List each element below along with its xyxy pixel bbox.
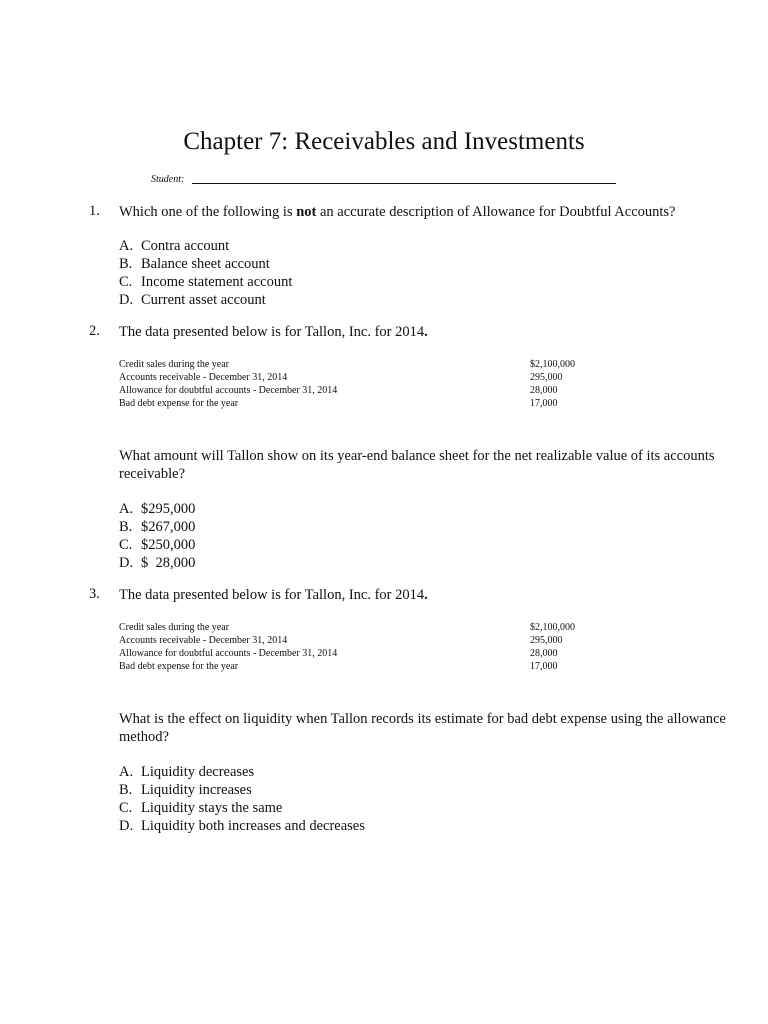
data-value: 295,000	[530, 372, 563, 383]
answer-option-b[interactable]	[119, 518, 195, 536]
option-text: Liquidity increases	[141, 782, 252, 798]
question-prompt: What amount will Tallon show on its year-end balance sheet for the net realizable value of its accounts receivable?	[119, 448, 715, 482]
option-letter: B.	[119, 782, 133, 798]
question-prompt: What is the effect on liquidity when Tallon records its estimate for bad debt expense using the allowance method?	[119, 711, 726, 745]
data-value: $2,100,000	[530, 622, 575, 633]
answer-option-c[interactable]	[119, 273, 292, 291]
option-text: $267,000	[141, 519, 196, 535]
option-letter: C.	[119, 274, 133, 290]
question-intro-period: .	[424, 324, 428, 340]
data-table	[119, 358, 589, 410]
option-text: $250,000	[141, 537, 196, 553]
option-text: Current asset account	[141, 292, 266, 308]
data-label: Bad debt expense for the year	[119, 661, 239, 672]
data-value: 28,000	[530, 648, 558, 659]
answer-option-d[interactable]	[119, 554, 195, 572]
data-value: 17,000	[530, 661, 558, 672]
data-row	[119, 371, 589, 384]
option-text: Liquidity decreases	[141, 764, 255, 780]
question-number: 1.	[89, 203, 100, 219]
option-text: Contra account	[141, 238, 230, 254]
data-label: Credit sales during the year	[119, 622, 229, 633]
question-intro-period: .	[424, 587, 428, 603]
data-row	[119, 634, 589, 647]
question-intro	[119, 586, 759, 604]
data-value: 17,000	[530, 398, 558, 409]
answer-option-a[interactable]	[119, 237, 292, 255]
option-text: Liquidity both increases and decreases	[141, 818, 365, 834]
option-text: Balance sheet account	[141, 256, 270, 272]
option-letter: A.	[119, 501, 134, 517]
question-text-emphasis: not	[296, 204, 317, 220]
option-letter: A.	[119, 764, 134, 780]
student-label: Student:	[151, 174, 185, 185]
option-text: Income statement account	[141, 274, 293, 290]
answer-option-a[interactable]	[119, 500, 195, 518]
question-number: 3.	[89, 586, 100, 602]
option-letter: C.	[119, 537, 133, 553]
answer-options	[119, 763, 365, 835]
option-letter: C.	[119, 800, 133, 816]
answer-options	[119, 500, 195, 572]
option-letter: D.	[119, 292, 134, 308]
data-label: Allowance for doubtful accounts - December 31, 2014	[119, 385, 338, 396]
answer-option-d[interactable]	[119, 817, 365, 835]
data-row	[119, 660, 589, 673]
data-label: Allowance for doubtful accounts - December 31, 2014	[119, 648, 338, 659]
option-text: $ 28,000	[141, 555, 196, 571]
answer-option-c[interactable]	[119, 799, 365, 817]
answer-option-b[interactable]	[119, 255, 292, 273]
data-label: Accounts receivable - December 31, 2014	[119, 635, 288, 646]
question-text	[119, 203, 759, 221]
option-letter: A.	[119, 238, 134, 254]
data-row	[119, 397, 589, 410]
data-label: Bad debt expense for the year	[119, 398, 239, 409]
answer-option-b[interactable]	[119, 781, 365, 799]
data-value: 28,000	[530, 385, 558, 396]
question-intro-text: The data presented below is for Tallon, Inc. for 2014	[119, 587, 425, 603]
option-text: $295,000	[141, 501, 196, 517]
student-name-line[interactable]	[192, 183, 616, 184]
page-title: Chapter 7: Receivables and Investments	[183, 128, 585, 155]
data-row	[119, 384, 589, 397]
data-row	[119, 358, 589, 371]
data-label: Accounts receivable - December 31, 2014	[119, 372, 288, 383]
data-label: Credit sales during the year	[119, 359, 229, 370]
data-value: 295,000	[530, 635, 563, 646]
answer-options	[119, 237, 292, 309]
answer-option-c[interactable]	[119, 536, 195, 554]
question-intro-text: The data presented below is for Tallon, Inc. for 2014	[119, 324, 425, 340]
question-text-part: an accurate description of Allowance for Doubtful Accounts?	[316, 204, 676, 220]
question-intro	[119, 323, 759, 341]
option-letter: B.	[119, 519, 133, 535]
option-letter: D.	[119, 555, 134, 571]
data-value: $2,100,000	[530, 359, 575, 370]
option-text: Liquidity stays the same	[141, 800, 283, 816]
data-table	[119, 621, 589, 673]
question-text-part: Which one of the following is	[119, 204, 297, 220]
answer-option-a[interactable]	[119, 763, 365, 781]
option-letter: D.	[119, 818, 134, 834]
answer-option-d[interactable]	[119, 291, 292, 309]
data-row	[119, 621, 589, 634]
option-letter: B.	[119, 256, 133, 272]
data-row	[119, 647, 589, 660]
question-number: 2.	[89, 323, 100, 339]
